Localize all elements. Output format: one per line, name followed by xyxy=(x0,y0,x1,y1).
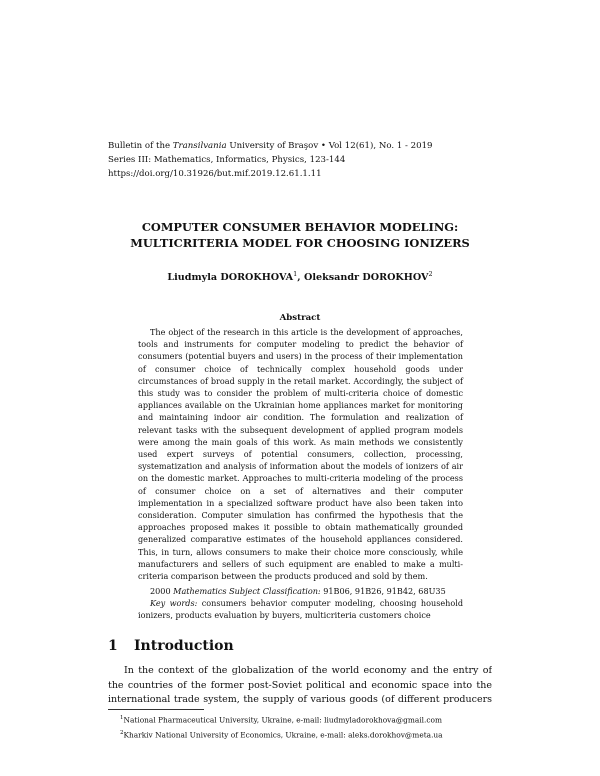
author-list: Liudmyla DOROKHOVA$^1$, Oleksandr DOROKHOV$^2$ xyxy=(167,270,433,284)
author-1: Liudmyla DOROKHOVA xyxy=(167,272,294,284)
abstract-heading: Abstract xyxy=(279,313,321,323)
section-number: 1 xyxy=(108,638,118,654)
keywords-line: Key words: consumers behavior computer modeling, choosing household ionizers, products evaluation by buyers, multicriteria customers choice xyxy=(138,598,463,621)
intro-paragraph: In the context of the globalization of the world economy and the entry of the countries of the former post-Soviet political and economic space into the international trade system, the supply of various goods (of different producers xyxy=(108,665,492,705)
author-2: Oleksandr DOROKHOV xyxy=(303,272,429,284)
footnote-2: $^2$Kharkiv National University of Economics, Ukraine, e-mail: aleks.dorokhov@meta.ua xyxy=(120,729,443,740)
title-line-2: MULTICRITERIA MODEL FOR CHOOSING IONIZERS xyxy=(130,236,470,250)
bulletin-line: Bulletin of the Transilvania University of Braşov • Vol 12(61), No. 1 - 2019 xyxy=(108,141,433,151)
footnote-1: $^1$National Pharmaceutical University, Ukraine, e-mail: liudmyladorokhova@gmail.com xyxy=(120,715,442,725)
author-2-footnote-mark: 2 xyxy=(428,270,433,278)
series-line: Series III: Mathematics, Informatics, Physics, 123-144 xyxy=(108,155,346,165)
title-line-1: COMPUTER CONSUMER BEHAVIOR MODELING: xyxy=(141,220,459,234)
msc-line: 2000 Mathematics Subject Classification: 91B06, 91B26, 91B42, 68U35 xyxy=(150,586,446,596)
author-1-footnote-mark: 1 xyxy=(293,270,298,278)
paper-title xyxy=(108,219,492,251)
doi-line: https://doi.org/10.31926/but.mif.2019.12.61.1.11 xyxy=(108,169,322,179)
section-heading xyxy=(108,637,234,655)
bulletin-header xyxy=(108,139,433,181)
footnotes xyxy=(108,712,492,742)
footnote-divider xyxy=(108,709,204,710)
section-title: Introduction xyxy=(134,638,234,654)
abstract-text: The object of the research in this article is the development of approaches, tools and instruments for computer modeling to predict the behavior of consumers (potential buyers and users) in the process of their implementation of consumer choice of technically complex household goods under circumstances of broad supply in the retail market. Accordingly, the subject of this study was to consider the problem of multi-criteria choice of domestic appliances available on the Ukrainian home appliances market for monitoring and maintaining indoor air condition. The formulation and realization of relevant tasks with the subsequent development of applied program models were among the main goals of this work. As main methods we consistently used expert surveys of potential consumers, collection, processing, systematization and analysis of information about the models of ionizers of air on the domestic market. Approaches to multi-criteria modeling of the process of consumer choice on a set of alternatives and their computer implementation in a specialized software product have also been taken into consideration. Computer simulation has confirmed the hypothesis that the approaches proposed makes it possible to obtain mathematically grounded generalized comparative estimates of the household appliances considered. This, in turn, allows consumers to make their choice more consciously, while manufacturers and sellers of such equipment are enabled to make a multi-criteria comparison between the products produced and sold by them. xyxy=(138,327,463,582)
classification-block xyxy=(138,585,463,622)
journal-name: Transilvania xyxy=(172,141,227,151)
